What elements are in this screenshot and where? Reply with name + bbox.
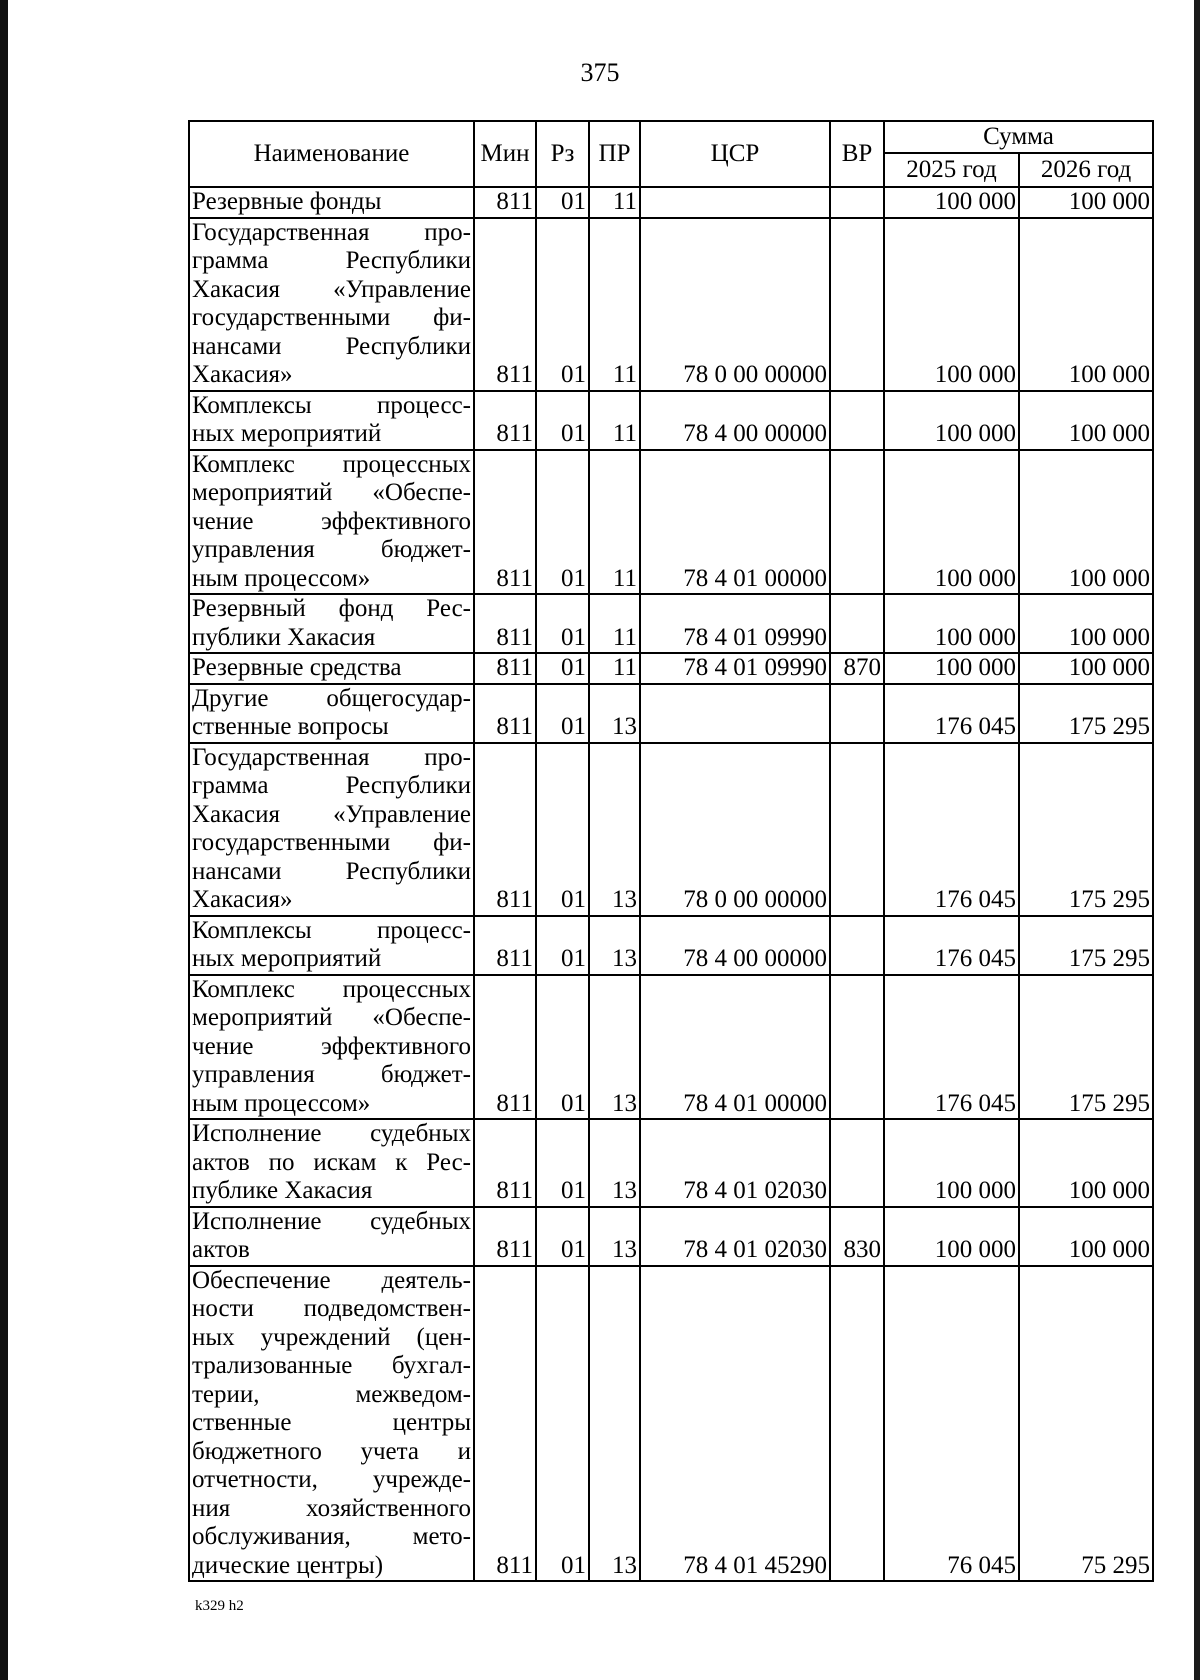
row-name-line: управления бюджет- bbox=[192, 536, 471, 563]
row-vr bbox=[830, 187, 884, 218]
row-csr: 78 4 01 45290 bbox=[640, 1266, 830, 1582]
row-vr bbox=[830, 218, 884, 391]
row-name bbox=[189, 187, 474, 218]
row-name-line: ственные центры bbox=[192, 1409, 471, 1436]
row-min: 811 bbox=[474, 187, 536, 218]
row-name-line: чение эффективного bbox=[192, 507, 471, 535]
row-name bbox=[189, 1119, 474, 1207]
row-min: 811 bbox=[474, 684, 536, 743]
row-name-line: Исполнение судебных bbox=[192, 1207, 471, 1235]
row-csr: 78 4 01 00000 bbox=[640, 450, 830, 595]
row-name bbox=[189, 1207, 474, 1266]
row-vr bbox=[830, 684, 884, 743]
row-amount-2025: 100 000 bbox=[884, 187, 1019, 218]
row-amount-2025: 176 045 bbox=[884, 684, 1019, 743]
row-amount-2025: 100 000 bbox=[884, 1119, 1019, 1207]
row-csr: 78 4 00 00000 bbox=[640, 391, 830, 450]
row-amount-2026: 175 295 bbox=[1019, 684, 1153, 743]
row-min: 811 bbox=[474, 1207, 536, 1266]
row-amount-2025: 100 000 bbox=[884, 653, 1019, 684]
row-name-line: Другие общегосудар- bbox=[192, 684, 471, 712]
table-row bbox=[189, 653, 1153, 684]
row-name-line: обслуживания, мето- bbox=[192, 1523, 471, 1550]
row-amount-2026: 100 000 bbox=[1019, 450, 1153, 595]
row-rz: 01 bbox=[536, 916, 589, 975]
row-vr bbox=[830, 391, 884, 450]
table-row bbox=[189, 684, 1153, 743]
row-pr: 13 bbox=[589, 743, 640, 916]
row-name-line: мероприятий «Обеспе- bbox=[192, 1004, 471, 1031]
row-name bbox=[189, 1266, 474, 1582]
row-name bbox=[189, 218, 474, 391]
row-name-line: отчетности, учрежде- bbox=[192, 1466, 471, 1493]
row-vr bbox=[830, 743, 884, 916]
row-amount-2025: 100 000 bbox=[884, 1207, 1019, 1266]
row-name bbox=[189, 391, 474, 450]
row-name-line: государственными фи- bbox=[192, 829, 471, 856]
row-rz: 01 bbox=[536, 975, 589, 1120]
row-name-line: ных учреждений (цен- bbox=[192, 1323, 471, 1351]
row-amount-2026: 75 295 bbox=[1019, 1266, 1153, 1582]
row-amount-2025: 176 045 bbox=[884, 975, 1019, 1120]
row-rz: 01 bbox=[536, 391, 589, 450]
row-vr bbox=[830, 916, 884, 975]
row-name-line: Государственная про- bbox=[192, 743, 471, 771]
row-rz: 01 bbox=[536, 187, 589, 218]
row-amount-2025: 100 000 bbox=[884, 450, 1019, 595]
row-name-line: актов bbox=[192, 1236, 250, 1263]
row-amount-2026: 100 000 bbox=[1019, 218, 1153, 391]
row-name bbox=[189, 653, 474, 684]
row-min: 811 bbox=[474, 594, 536, 653]
row-csr: 78 4 01 02030 bbox=[640, 1207, 830, 1266]
row-min: 811 bbox=[474, 1119, 536, 1207]
row-vr bbox=[830, 450, 884, 595]
footer-code: k329 h2 bbox=[195, 1598, 244, 1614]
row-rz: 01 bbox=[536, 1119, 589, 1207]
table-row bbox=[189, 594, 1153, 653]
row-csr bbox=[640, 684, 830, 743]
row-csr: 78 0 00 00000 bbox=[640, 218, 830, 391]
header-2025: 2025 год bbox=[884, 153, 1019, 187]
row-name-line: ния хозяйственного bbox=[192, 1494, 471, 1522]
row-name-line: ности подведомствен- bbox=[192, 1295, 471, 1322]
row-pr: 11 bbox=[589, 594, 640, 653]
row-vr bbox=[830, 594, 884, 653]
table-row bbox=[189, 916, 1153, 975]
row-name-line: Хакасия «Управление bbox=[192, 800, 471, 828]
row-name-line: бюджетного учета и bbox=[192, 1437, 471, 1465]
row-name-line: Хакасия «Управление bbox=[192, 275, 471, 303]
header-csr: ЦСР bbox=[640, 121, 830, 187]
row-vr bbox=[830, 1266, 884, 1582]
row-amount-2026: 175 295 bbox=[1019, 743, 1153, 916]
row-name-line: нансами Республики bbox=[192, 332, 471, 360]
header-rz: Рз bbox=[536, 121, 589, 187]
row-min: 811 bbox=[474, 975, 536, 1120]
row-name-line: Исполнение судебных bbox=[192, 1120, 471, 1147]
row-amount-2026: 100 000 bbox=[1019, 594, 1153, 653]
row-pr: 13 bbox=[589, 1119, 640, 1207]
row-pr: 11 bbox=[589, 450, 640, 595]
row-name-line: ным процессом» bbox=[192, 1089, 371, 1117]
row-pr: 13 bbox=[589, 684, 640, 743]
row-min: 811 bbox=[474, 743, 536, 916]
row-name-line: Резервный фонд Рес- bbox=[192, 595, 471, 622]
row-vr: 830 bbox=[830, 1207, 884, 1266]
row-name-line: трализованные бухгал- bbox=[192, 1352, 471, 1379]
row-amount-2025: 76 045 bbox=[884, 1266, 1019, 1582]
row-min: 811 bbox=[474, 916, 536, 975]
row-name-line: Комплекс процессных bbox=[192, 975, 471, 1003]
table-row bbox=[189, 218, 1153, 391]
row-name-line: государственными фи- bbox=[192, 304, 471, 331]
row-name-line: ным процессом» bbox=[192, 564, 371, 592]
row-csr: 78 4 01 09990 bbox=[640, 594, 830, 653]
row-amount-2025: 100 000 bbox=[884, 218, 1019, 391]
page-number: 375 bbox=[580, 58, 620, 87]
row-name bbox=[189, 594, 474, 653]
row-name-line: Хакасия» bbox=[192, 361, 293, 388]
row-csr: 78 4 00 00000 bbox=[640, 916, 830, 975]
row-name-line: грамма Республики bbox=[192, 772, 471, 799]
row-name bbox=[189, 743, 474, 916]
row-amount-2025: 100 000 bbox=[884, 391, 1019, 450]
table-row bbox=[189, 1119, 1153, 1207]
row-pr: 13 bbox=[589, 1266, 640, 1582]
row-rz: 01 bbox=[536, 1266, 589, 1582]
row-name-line: терии, межведом- bbox=[192, 1380, 471, 1408]
row-amount-2025: 176 045 bbox=[884, 743, 1019, 916]
row-name-line: Хакасия» bbox=[192, 886, 293, 913]
row-pr: 13 bbox=[589, 1207, 640, 1266]
row-csr bbox=[640, 187, 830, 218]
row-rz: 01 bbox=[536, 684, 589, 743]
table-row bbox=[189, 1266, 1153, 1582]
row-csr: 78 4 01 02030 bbox=[640, 1119, 830, 1207]
row-name-line: Государственная про- bbox=[192, 218, 471, 246]
scan-edge-left bbox=[0, 0, 8, 1680]
row-name-line: актов по искам к Рес- bbox=[192, 1148, 471, 1176]
table-row bbox=[189, 391, 1153, 450]
row-name-line: Резервные фонды bbox=[192, 188, 382, 215]
row-name-line: Комплексы процесс- bbox=[192, 391, 471, 419]
row-name-line: нансами Республики bbox=[192, 857, 471, 885]
row-pr: 11 bbox=[589, 218, 640, 391]
row-name-line: публики Хакасия bbox=[192, 623, 376, 651]
row-pr: 11 bbox=[589, 187, 640, 218]
row-amount-2026: 100 000 bbox=[1019, 653, 1153, 684]
row-rz: 01 bbox=[536, 450, 589, 595]
table-header bbox=[189, 121, 1153, 187]
row-min: 811 bbox=[474, 450, 536, 595]
table-row bbox=[189, 450, 1153, 595]
row-name-line: чение эффективного bbox=[192, 1032, 471, 1060]
scan-edge-right bbox=[1194, 0, 1200, 1680]
table-row bbox=[189, 743, 1153, 916]
table-row bbox=[189, 1207, 1153, 1266]
row-name-line: ных мероприятий bbox=[192, 945, 382, 972]
row-name-line: Комплекс процессных bbox=[192, 450, 471, 478]
row-name-line: управления бюджет- bbox=[192, 1061, 471, 1088]
row-amount-2026: 100 000 bbox=[1019, 187, 1153, 218]
row-pr: 11 bbox=[589, 391, 640, 450]
header-pr: ПР bbox=[589, 121, 640, 187]
row-min: 811 bbox=[474, 218, 536, 391]
row-csr: 78 4 01 09990 bbox=[640, 653, 830, 684]
header-vr: ВР bbox=[830, 121, 884, 187]
budget-table bbox=[188, 120, 1154, 1582]
row-name-line: Комплексы процесс- bbox=[192, 916, 471, 944]
row-name-line: мероприятий «Обеспе- bbox=[192, 479, 471, 506]
header-min: Мин bbox=[474, 121, 536, 187]
row-rz: 01 bbox=[536, 743, 589, 916]
table-row bbox=[189, 975, 1153, 1120]
row-name bbox=[189, 975, 474, 1120]
row-csr: 78 0 00 00000 bbox=[640, 743, 830, 916]
row-name-line: Резервные средства bbox=[192, 654, 402, 681]
row-min: 811 bbox=[474, 391, 536, 450]
row-amount-2026: 175 295 bbox=[1019, 975, 1153, 1120]
row-name bbox=[189, 684, 474, 743]
row-name-line: грамма Республики bbox=[192, 247, 471, 274]
header-2026: 2026 год bbox=[1019, 153, 1153, 187]
row-amount-2025: 100 000 bbox=[884, 594, 1019, 653]
row-rz: 01 bbox=[536, 1207, 589, 1266]
row-pr: 11 bbox=[589, 653, 640, 684]
row-name-line: публике Хакасия bbox=[192, 1177, 373, 1204]
row-rz: 01 bbox=[536, 218, 589, 391]
row-rz: 01 bbox=[536, 653, 589, 684]
row-min: 811 bbox=[474, 1266, 536, 1582]
row-pr: 13 bbox=[589, 916, 640, 975]
table-body bbox=[189, 187, 1153, 1581]
row-name-line: ственные вопросы bbox=[192, 713, 389, 740]
header-name: Наименование bbox=[189, 121, 474, 187]
row-csr: 78 4 01 00000 bbox=[640, 975, 830, 1120]
header-sum: Сумма bbox=[884, 121, 1153, 153]
row-name-line: дические центры) bbox=[192, 1551, 384, 1579]
row-name bbox=[189, 450, 474, 595]
row-rz: 01 bbox=[536, 594, 589, 653]
row-amount-2026: 175 295 bbox=[1019, 916, 1153, 975]
row-name bbox=[189, 916, 474, 975]
row-amount-2026: 100 000 bbox=[1019, 391, 1153, 450]
row-amount-2025: 176 045 bbox=[884, 916, 1019, 975]
row-vr: 870 bbox=[830, 653, 884, 684]
row-amount-2026: 100 000 bbox=[1019, 1207, 1153, 1266]
row-name-line: ных мероприятий bbox=[192, 420, 382, 447]
row-vr bbox=[830, 1119, 884, 1207]
table-row bbox=[189, 187, 1153, 218]
row-name-line: Обеспечение деятель- bbox=[192, 1266, 471, 1294]
row-amount-2026: 100 000 bbox=[1019, 1119, 1153, 1207]
row-pr: 13 bbox=[589, 975, 640, 1120]
row-vr bbox=[830, 975, 884, 1120]
row-min: 811 bbox=[474, 653, 536, 684]
